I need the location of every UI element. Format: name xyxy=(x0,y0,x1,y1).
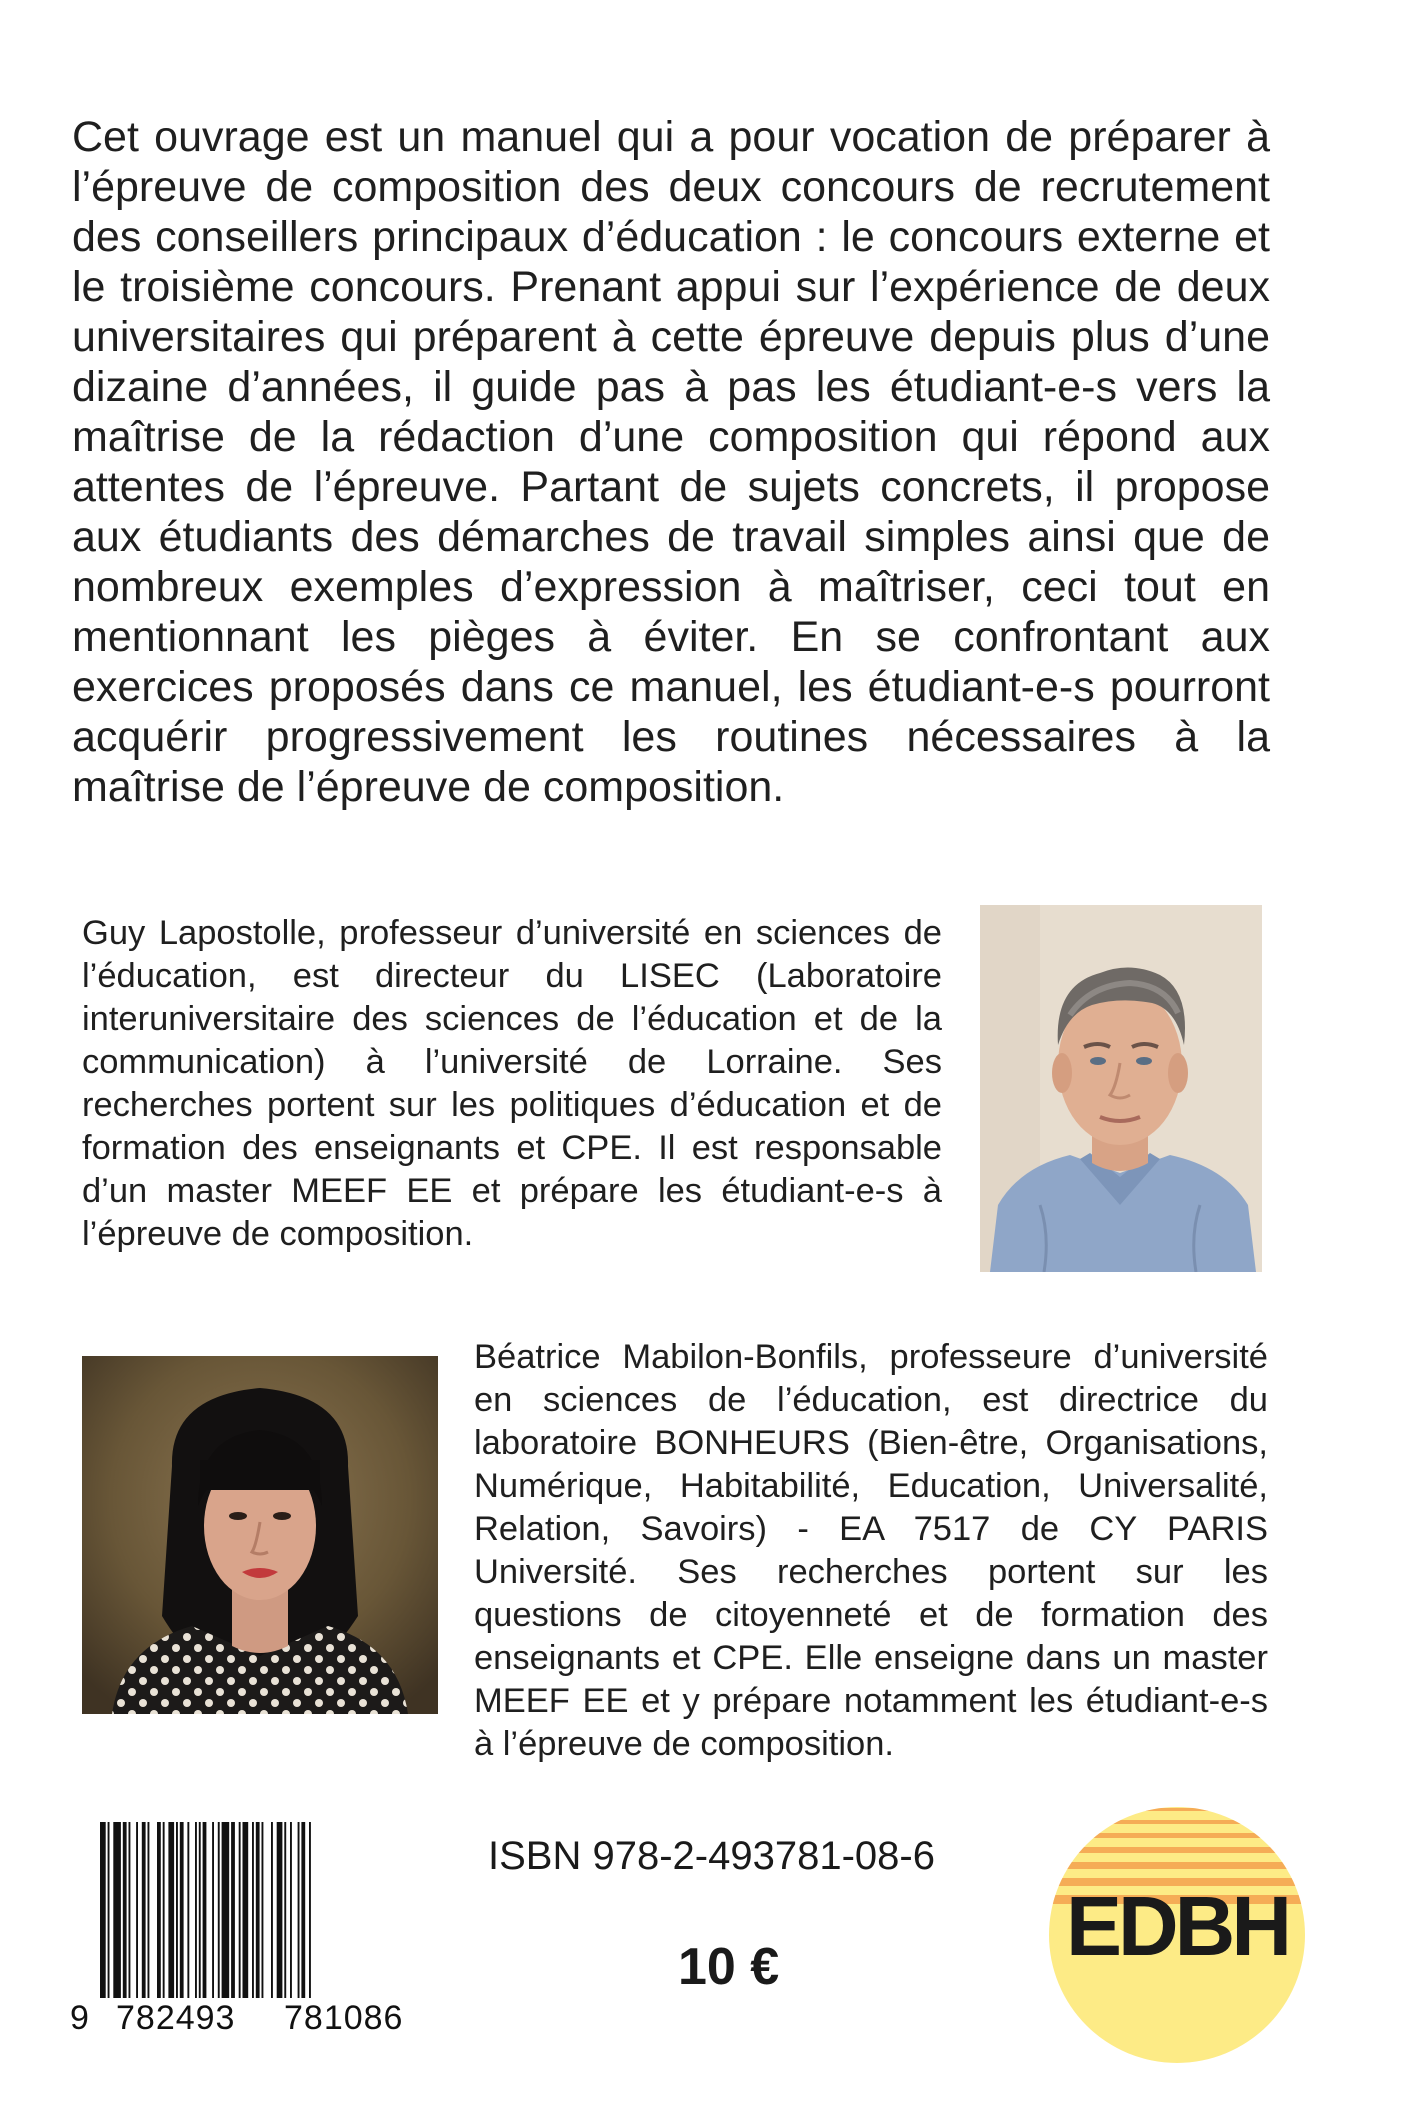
logo-text: EDBH xyxy=(1065,1879,1289,1973)
portrait-woman-image xyxy=(82,1356,438,1714)
isbn-number: ISBN 978-2-493781-08-6 xyxy=(488,1834,935,1878)
barcode-bars xyxy=(70,1822,438,1998)
author-photo-guy-lapostolle xyxy=(980,905,1262,1272)
author-bio-guy-lapostolle: Guy Lapostolle, professeur d’université en sciences de l’éducation, est directeur du LISEC (Laboratoire interuniversitaire des sciences de l’éducation et de la communication) à l’université de Lorraine. Ses recherches portent sur les politiques d’éducation et de formation des enseignants et CPE. Il est responsable d’un master MEEF EE et prépare les étudiant-e-s à l’épreuve de composition. xyxy=(82,914,942,1253)
publisher-logo xyxy=(1032,1790,1322,2080)
edbh-sun-logo xyxy=(1032,1790,1322,2080)
author-photo-beatrice-mabilon-bonfils xyxy=(82,1356,438,1714)
book-summary: Cet ouvrage est un manuel qui a pour vocation de préparer à l’épreuve de composition des deux concours de recrutement des conseillers principaux d’éducation : le concours externe et le troisième concours. Prenant appui sur l’expérience de deux universitaires qui préparent à cette épreuve depuis plus d’une dizaine d’années, il guide pas à pas les étudiant-e-s vers la maîtrise de la rédaction d’une composition qui répond aux attentes de l’épreuve. Partant de sujets concrets, il propose aux étudiants des démarches de travail simples ainsi que de nombreux exemples d’expression à maîtriser, ceci tout en mentionnant les pièges à éviter. En se confrontant aux exercices proposés dans ce manuel, les étudiant-e-s pourront acquérir progressivement les routines nécessaires à la maîtrise de l’épreuve de composition. xyxy=(72,113,1270,811)
barcode-digit-first: 9 xyxy=(70,1999,90,2037)
author-bio-beatrice-mabilon-bonfils: Béatrice Mabilon-Bonfils, professeure d’université en sciences de l’éducation, est directrice du laboratoire BONHEURS (Bien-être, Organisations, Numérique, Habitabilité, Education, Universalité, Relation, Savoirs) - EA 7517 de CY PARIS Université. Ses recherches portent sur les questions de citoyenneté et de formation des enseignants et CPE. Elle enseigne dans un master MEEF EE et y prépare notamment les étudiant-e-s à l’épreuve de composition. xyxy=(474,1338,1268,1763)
price: 10 € xyxy=(678,1938,780,1996)
portrait-man-image xyxy=(980,905,1262,1272)
barcode-digits-left: 782493 xyxy=(116,1999,236,2037)
isbn-barcode xyxy=(70,1822,438,2040)
barcode-digits-right: 781086 xyxy=(284,1999,404,2037)
